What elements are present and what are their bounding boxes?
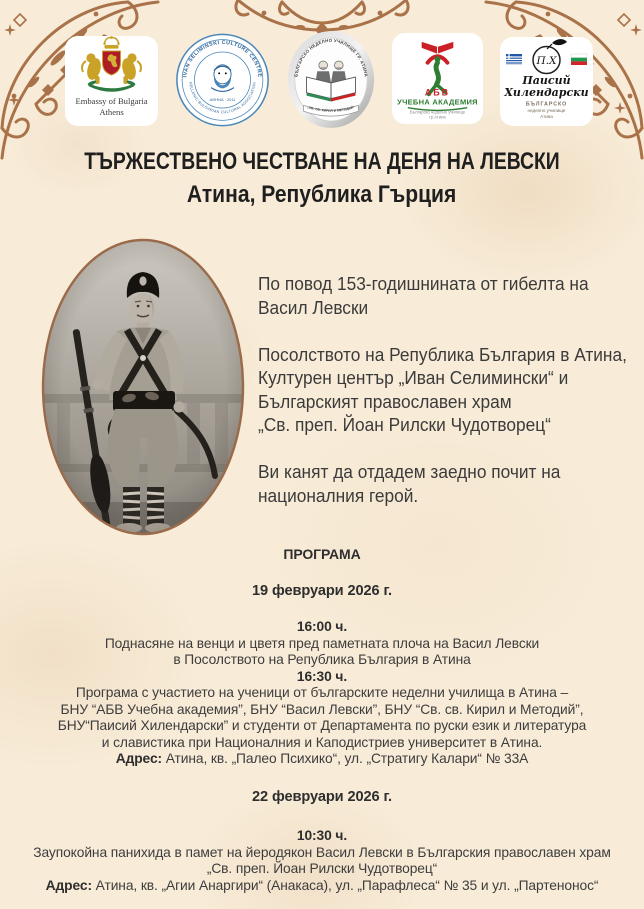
address-value: Атина, кв. „Палео Психико“, ул. „Стратигу Калари“ № 33А [162, 751, 529, 766]
embassy-of-bulgaria-logo [65, 36, 158, 126]
program-event-line: „Св. преп. Йоан Рилски Чудотворец“ [206, 861, 438, 876]
program-date-2: 22 февруари 2026 г. [252, 788, 392, 805]
paisiy-script2: Хилендарски [504, 86, 589, 99]
abv-name: УЧЕБНА АКАДЕМИЯ [397, 97, 478, 107]
program-event-line: БНУ “АБВ Учебна академия”, БНУ “Васил Левски”, БНУ “Св. св. Кирил и Методий”, [60, 701, 584, 717]
paisiy-sub2: неделно училище [527, 108, 566, 113]
seliminski-arc-bottom: HELLENIC-BULGARIAN CULTURAL ASSOCIATION [188, 81, 257, 115]
bulgaria-coat-of-arms-icon [65, 36, 158, 126]
organizer-logos-row [7, 30, 644, 129]
abv-academy-logo [392, 33, 483, 124]
program-heading: ПРОГРАМА [283, 546, 361, 562]
program-event-line: и славистика при Националния и Каподистриев университет в Атина. [101, 734, 543, 750]
address-label: Адрес: [45, 877, 92, 893]
intro-paragraph-hosts: Посолството на Република България в Атина, Културен център „Иван Селимински“ и Българският православен храм „Св. преп. Йоан Рилски Чудотворец“ [258, 343, 627, 435]
address-label: Адрес: [115, 751, 163, 766]
embassy-title: Embassy of Bulgaria [75, 96, 148, 106]
program-date-1: 19 февруари 2026 г. [252, 582, 392, 599]
invitation-text [258, 272, 627, 531]
program-event-line: Поднасяне на венци и цветя пред паметната плоча на Васил Левски [104, 635, 540, 651]
program-address-2 [0, 878, 644, 895]
program-time: 16:00 ч. [296, 619, 348, 634]
paisiy-monogram-icon [500, 37, 593, 126]
paisiy-script1: Паисий [522, 74, 571, 87]
paisiy-hilendarski-school-logo [500, 37, 593, 126]
seliminski-culture-centre-logo [175, 32, 270, 128]
program-event-line: Програма с участието на ученици от българските неделни училища в Атина – [75, 685, 569, 700]
program-time: 10:30 ч. [296, 828, 348, 843]
intro-paragraph-occasion: По повод 153-годишнината от гибелта на Васил Левски [258, 273, 589, 318]
paisiy-sub1: БЪЛГАРСКО [525, 101, 568, 108]
program-address-1 [0, 751, 644, 768]
abv-sub2: гр.Атина [429, 114, 446, 120]
cyril-methodius-school-logo [287, 30, 375, 129]
abv-figure-icon [392, 33, 483, 124]
paisiy-sub3: Атина [540, 114, 553, 119]
seliminski-caption: ΑΘΗΝΑ · 2011 [209, 96, 236, 102]
program-event-line: БНУ“Паисий Хилендарски” и студенти от Департамента по руски език и литература [57, 718, 587, 733]
intro-paragraph-invite: Ви канят да отдадем заедно почит на националния герой. [258, 461, 561, 506]
bulgarian-flag-icon [571, 54, 587, 65]
seliminski-arc-top: IVAN SELIMINSKI CULTURE CENTRE [182, 39, 263, 78]
address-value: Атина, кв. „Агии Анаргири“ (Анакаса), ул. „Парафлеса“ № 35 и ул. „Партенонос“ [91, 877, 599, 893]
program-event-line: Заупокойна панихида в памет на йеродякон Васил Левски в Българския православен храм [33, 844, 611, 860]
embassy-subtitle: Athens [99, 107, 124, 117]
greek-flag-icon [506, 54, 522, 65]
page-title: ТЪРЖЕСТВЕНО ЧЕСТВАНЕ НА ДЕНЯ НА ЛЕВСКИ [84, 148, 560, 175]
program-event-line: в Посолството на Република България в Атина [173, 652, 471, 667]
school-ribbon-text: „СВ. СВ. КИРИЛ И МЕТОДИЙ“ [306, 104, 356, 113]
paisiy-monogram: П.Х [536, 55, 557, 67]
page-subtitle: Атина, Република Гърция [187, 181, 457, 208]
seliminski-seal-icon [175, 32, 270, 128]
cyril-methodius-emblem-icon [287, 30, 375, 129]
program-section [0, 546, 644, 894]
school-arc-top: БЪЛГАРСКО НЕДЕЛНО УЧИЛИЩЕ ГР. АТИНА [293, 37, 369, 78]
vasil-levski-portrait [39, 236, 249, 540]
program-time: 16:30 ч. [296, 668, 348, 684]
abv-abbr: АБВ [424, 87, 451, 98]
abv-sub1: Българско неделно училище [409, 109, 466, 115]
